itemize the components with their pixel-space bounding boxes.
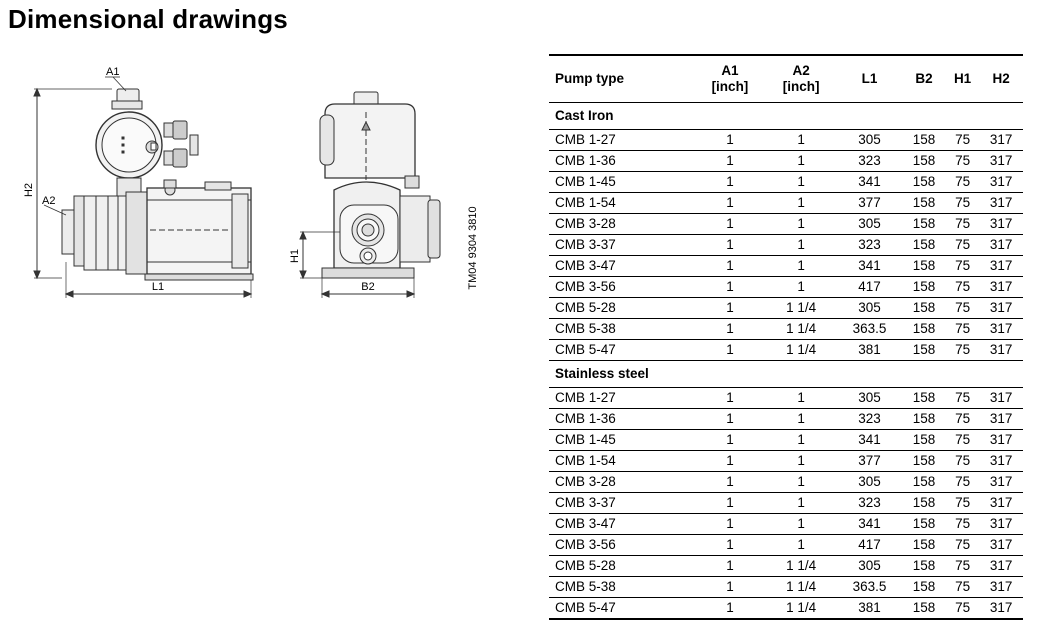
l1-label: L1 (151, 281, 165, 293)
table-cell: 317 (989, 452, 1013, 468)
table-cell: 158 (912, 278, 936, 294)
table-cell: 317 (989, 236, 1013, 252)
table-cell: 75 (955, 236, 971, 252)
table-cell: 75 (955, 452, 971, 468)
table-row (549, 192, 1023, 213)
table-row (549, 576, 1023, 597)
table-cell: 75 (955, 599, 971, 615)
table-cell: 75 (955, 173, 971, 189)
table-cell: 75 (955, 431, 971, 447)
table-cell: 1 (726, 536, 734, 552)
column-header: A2 [inch] (782, 62, 820, 94)
table-cell: 158 (912, 320, 936, 336)
table-cell: 341 (858, 431, 881, 447)
table-cell: CMB 1-45 (555, 431, 616, 447)
column-header: B2 (915, 70, 933, 86)
table-row (549, 150, 1023, 171)
table-row (549, 513, 1023, 534)
table-cell: 417 (858, 278, 881, 294)
column-header: L1 (861, 70, 878, 86)
table-cell: 1 1/4 (786, 341, 817, 357)
table-cell: 1 (797, 473, 805, 489)
column-header: Pump type (555, 70, 625, 86)
table-cell: 1 (726, 194, 734, 210)
table-cell: 158 (912, 494, 936, 510)
section-title: Cast Iron (549, 102, 1023, 129)
pump-front-view (320, 92, 440, 278)
table-cell: 158 (912, 299, 936, 315)
table-cell: 317 (989, 515, 1013, 531)
table-cell: CMB 3-56 (555, 536, 616, 552)
table-cell: 317 (989, 578, 1013, 594)
table-cell: 1 (797, 257, 805, 273)
table-row (549, 213, 1023, 234)
table-cell: 75 (955, 341, 971, 357)
table-cell: 381 (858, 599, 881, 615)
table-row (549, 471, 1023, 492)
table-cell: 158 (912, 341, 936, 357)
page-title: Dimensional drawings (8, 4, 288, 34)
table-cell: 1 (726, 431, 734, 447)
table-cell: 317 (989, 431, 1013, 447)
table-cell: 158 (912, 410, 936, 426)
table-cell: CMB 1-36 (555, 152, 616, 168)
dimensional-drawing (0, 50, 500, 315)
table-cell: 305 (858, 557, 881, 573)
section-row (549, 360, 1023, 387)
table-cell: 305 (858, 473, 881, 489)
table-cell: 317 (989, 215, 1013, 231)
table-row (549, 492, 1023, 513)
table-cell: 317 (989, 473, 1013, 489)
table-cell: 381 (858, 341, 881, 357)
table-cell: 1 (797, 494, 805, 510)
table-cell: 158 (912, 173, 936, 189)
table-cell: 75 (955, 557, 971, 573)
table-cell: 317 (989, 278, 1013, 294)
table-cell: 341 (858, 515, 881, 531)
table-cell: 158 (912, 236, 936, 252)
table-cell: 158 (912, 194, 936, 210)
table-cell: 317 (989, 389, 1013, 405)
a2-label: A2 (42, 195, 56, 207)
table-cell: 1 (797, 215, 805, 231)
table-cell: 1 (797, 515, 805, 531)
table-cell: 1 1/4 (786, 578, 817, 594)
table-cell: 1 (726, 152, 734, 168)
table-cell: 75 (955, 152, 971, 168)
table-row (549, 297, 1023, 318)
table-cell: 75 (955, 257, 971, 273)
table-cell: 75 (955, 410, 971, 426)
table-cell: CMB 3-47 (555, 515, 616, 531)
table-cell: CMB 5-47 (555, 599, 616, 615)
table-cell: 317 (989, 299, 1013, 315)
table-cell: 323 (858, 410, 881, 426)
table-cell: 75 (955, 131, 971, 147)
table-cell: 317 (989, 557, 1013, 573)
table-cell: CMB 1-54 (555, 194, 616, 210)
table-cell: 317 (989, 599, 1013, 615)
table-cell: 363.5 (852, 320, 887, 336)
table-cell: CMB 5-38 (555, 320, 616, 336)
table-cell: 317 (989, 536, 1013, 552)
table-cell: CMB 1-36 (555, 410, 616, 426)
table-cell: CMB 5-28 (555, 299, 616, 315)
table-cell: 323 (858, 494, 881, 510)
table-cell: 158 (912, 131, 936, 147)
table-row (549, 276, 1023, 297)
table-cell: CMB 5-28 (555, 557, 616, 573)
dimensions-table (549, 54, 1023, 620)
table-cell: 1 (797, 452, 805, 468)
table-cell: 1 (726, 257, 734, 273)
table-cell: 75 (955, 194, 971, 210)
table-cell: 75 (955, 494, 971, 510)
table-cell: 341 (858, 173, 881, 189)
table-row (549, 387, 1023, 408)
table-cell: 317 (989, 320, 1013, 336)
table-cell: 158 (912, 215, 936, 231)
table-cell: 317 (989, 257, 1013, 273)
table-row (549, 318, 1023, 339)
table-row (549, 234, 1023, 255)
table-cell: 158 (912, 536, 936, 552)
table-cell: 158 (912, 515, 936, 531)
table-cell: 317 (989, 152, 1013, 168)
table-cell: 341 (858, 257, 881, 273)
table-cell: CMB 3-37 (555, 236, 616, 252)
table-cell: 1 (726, 236, 734, 252)
table-cell: CMB 3-37 (555, 494, 616, 510)
table-cell: 75 (955, 578, 971, 594)
table-row (549, 597, 1023, 619)
table-cell: 158 (912, 152, 936, 168)
table-cell: 75 (955, 536, 971, 552)
table-row (549, 255, 1023, 276)
table-cell: CMB 5-47 (555, 341, 616, 357)
section-title: Stainless steel (549, 360, 1023, 387)
b2-label: B2 (361, 281, 375, 293)
table-cell: 323 (858, 152, 881, 168)
table-cell: 1 1/4 (786, 299, 817, 315)
table-cell: 363.5 (852, 578, 887, 594)
table-cell: 323 (858, 236, 881, 252)
table-cell: 1 (726, 452, 734, 468)
table-cell: 1 (726, 557, 734, 573)
h1-label: H1 (289, 248, 301, 264)
table-cell: 305 (858, 389, 881, 405)
table-cell: 1 (726, 494, 734, 510)
section-row (549, 102, 1023, 129)
table-cell: 1 (797, 410, 805, 426)
table-row (549, 129, 1023, 150)
table-cell: 1 1/4 (786, 320, 817, 336)
table-cell: 75 (955, 299, 971, 315)
table-cell: 317 (989, 194, 1013, 210)
table-cell: 1 (797, 194, 805, 210)
table-cell: CMB 3-47 (555, 257, 616, 273)
table-row (549, 171, 1023, 192)
table-cell: CMB 1-45 (555, 173, 616, 189)
table-cell: 158 (912, 578, 936, 594)
table-cell: CMB 1-27 (555, 131, 616, 147)
table-cell: 1 (797, 389, 805, 405)
table-cell: 1 (726, 578, 734, 594)
table-cell: 1 (726, 299, 734, 315)
table-cell: 1 (726, 473, 734, 489)
table-cell: 1 (797, 173, 805, 189)
table-cell: 75 (955, 389, 971, 405)
table-cell: 158 (912, 431, 936, 447)
table-cell: 158 (912, 389, 936, 405)
table-cell: 75 (955, 473, 971, 489)
table-cell: CMB 1-54 (555, 452, 616, 468)
table-cell: 1 (797, 236, 805, 252)
h2-label: H2 (23, 182, 35, 198)
table-cell: 158 (912, 473, 936, 489)
table-cell: 1 (797, 536, 805, 552)
table-cell: 1 (726, 515, 734, 531)
table-cell: 1 (726, 341, 734, 357)
table-cell: 1 (797, 131, 805, 147)
table-cell: 75 (955, 515, 971, 531)
table-cell: 317 (989, 494, 1013, 510)
table-cell: 1 1/4 (786, 599, 817, 615)
table-cell: 1 (726, 320, 734, 336)
table-cell: 1 (726, 389, 734, 405)
table-row (549, 339, 1023, 360)
table-cell: 417 (858, 536, 881, 552)
table-cell: 1 (726, 131, 734, 147)
table-cell: 305 (858, 131, 881, 147)
table-row (549, 429, 1023, 450)
table-cell: 305 (858, 215, 881, 231)
table-cell: 317 (989, 131, 1013, 147)
table-cell: CMB 1-27 (555, 389, 616, 405)
table-cell: 1 (797, 431, 805, 447)
table-cell: 75 (955, 320, 971, 336)
column-header: A1 [inch] (711, 62, 749, 94)
table-cell: 75 (955, 278, 971, 294)
table-cell: 305 (858, 299, 881, 315)
table-cell: CMB 5-38 (555, 578, 616, 594)
table-row (549, 408, 1023, 429)
table-cell: 1 (726, 410, 734, 426)
table-cell: 158 (912, 599, 936, 615)
table-cell: 317 (989, 341, 1013, 357)
table-cell: 1 1/4 (786, 557, 817, 573)
table-cell: 1 (797, 152, 805, 168)
table-row (549, 555, 1023, 576)
table-cell: 377 (858, 194, 881, 210)
table-cell: 158 (912, 557, 936, 573)
table-cell: 1 (797, 278, 805, 294)
table-cell: CMB 3-28 (555, 473, 616, 489)
column-header: H1 (953, 70, 972, 86)
table-cell: 317 (989, 173, 1013, 189)
table-cell: 1 (726, 278, 734, 294)
table-cell: 1 (726, 599, 734, 615)
table-row (549, 450, 1023, 471)
table-cell: 158 (912, 257, 936, 273)
table-cell: CMB 3-56 (555, 278, 616, 294)
table-cell: 158 (912, 452, 936, 468)
table-cell: 1 (726, 215, 734, 231)
pump-side-view (62, 89, 253, 280)
figure-code: TM04 9304 3810 (467, 206, 479, 290)
table-cell: 75 (955, 215, 971, 231)
column-header: H2 (992, 70, 1010, 86)
table-cell: 317 (989, 410, 1013, 426)
table-body (549, 102, 1023, 619)
a1-label: A1 (106, 66, 120, 78)
table-cell: 1 (726, 173, 734, 189)
table-cell: CMB 3-28 (555, 215, 616, 231)
table-cell: 377 (858, 452, 881, 468)
table-row (549, 534, 1023, 555)
table-header-row (549, 55, 1023, 102)
